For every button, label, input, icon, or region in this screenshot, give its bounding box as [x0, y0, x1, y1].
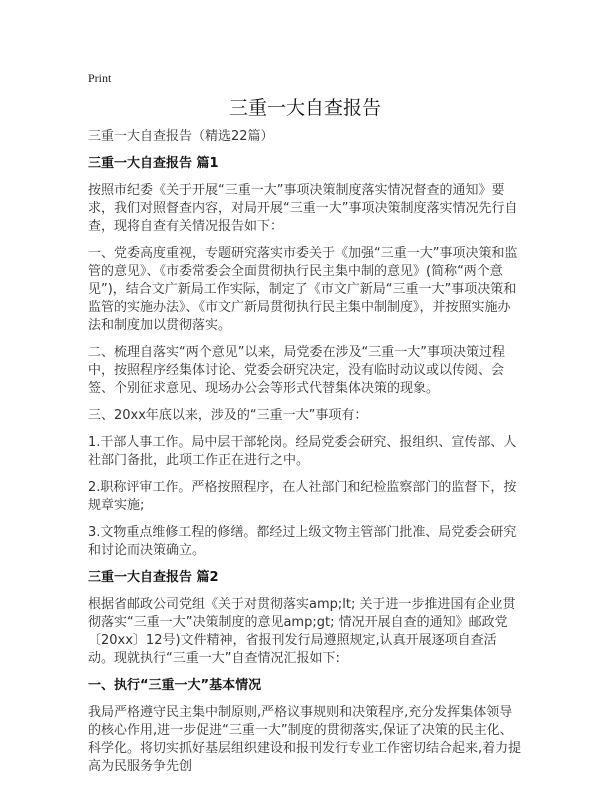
page-title: 三重一大自查报告	[228, 97, 381, 119]
list-item: 3.文物重点维修工程的修缮。都经过上级文物主管部门批准、局党委会研究和讨论而决策确立。	[88, 525, 517, 558]
list-item: 2.职称评审工作。严格按照程序，在人社部门和纪检监察部门的监督下，按规章实施;	[88, 480, 517, 513]
document-page	[88, 0, 522, 776]
document-subtitle: 三重一大自查报告（精选22篇）	[88, 129, 274, 144]
paragraph: 我局严格遵守民主集中制原则,严格议事规则和决策程序,充分发挥集体领导的核心作用,进一步促进“三重一大”制度的贯彻落实,保证了决策的民主化、科学化。将切实抓好基层组织建设和报刊发行专业工作密切结合起来,着力提高为民服务争先创	[88, 705, 522, 774]
paragraph: 按照市纪委《关于开展“三重一大”事项决策制度落实情况督查的通知》要求，我们对照督查内容，对局开展“三重一大”事项决策制度落实情况先行自查，现将自查有关情况报告如下：	[88, 183, 518, 234]
subsection-heading: 一、执行“三重一大”基本情况	[88, 678, 262, 693]
paragraph: 二、梳理自落实“两个意见”以来，局党委在涉及“三重一大”事项决策过程中，按照程序经集体讨论、党委会研究决定，没有临时动议或以传阅、会签、个别征求意见、现场办公会等形式代替集体决策的现象。	[88, 345, 505, 396]
paragraph: 根据省邮政公司党组《关于对贯彻落实amp;lt; 关于进一步推进国有企业贯彻落实“三重一大”决策制度的意见amp;gt; 情况开展自查的通知》邮政党〔20xx〕12号)文件精神，省报刊发行局遵照规定,认真开展逐项自查活动。现就执行“三重一大”自查情况汇报如下:	[88, 597, 516, 666]
paragraph: 一、党委高度重视，专题研究落实市委关于《加强“三重一大”事项决策和监管的意见》、《市委常委会全面贯彻执行民主集中制的意见》(简称“两个意见”)，结合文广新局工作实际，制定了《市文广新局“三重一大”事项决策和监管的实施办法》、《市文广新局贯彻执行民主集中制制度》，并按照实施办法和制度加以贯彻落实。	[88, 246, 518, 333]
section-heading: 三重一大自查报告 篇1	[88, 156, 219, 171]
paragraph: 三、20xx年底以来，涉及的“三重一大”事项有：	[88, 408, 368, 423]
list-item: 1.干部人事工作。局中层干部轮岗。经局党委会研究、报组织、宣传部、人社部门备批，此项工作正在进行之中。	[88, 435, 517, 468]
print-link[interactable]: Print	[88, 71, 112, 85]
section-heading: 三重一大自查报告 篇2	[88, 570, 219, 585]
